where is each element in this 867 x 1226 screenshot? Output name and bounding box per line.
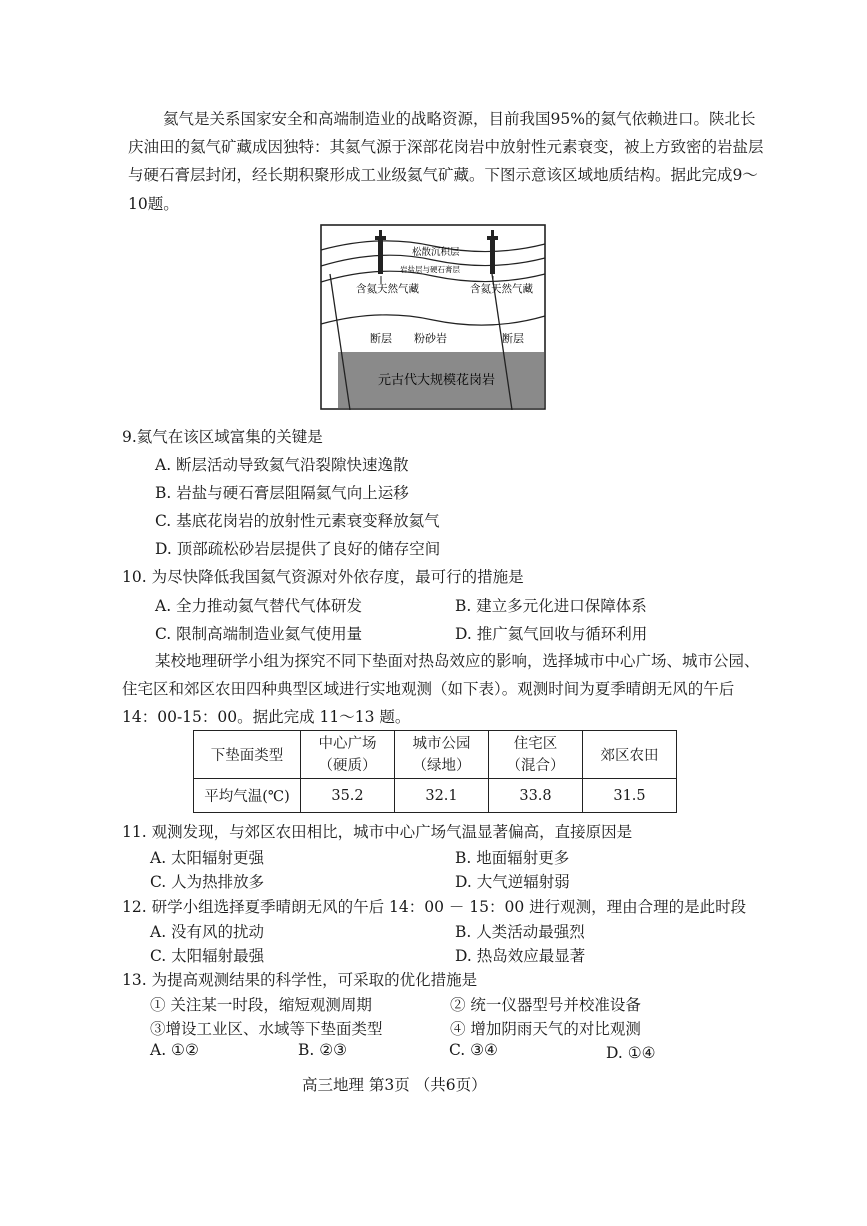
intro2-line3: 14：00-15：00。据此完成 11～13 题。 <box>122 708 411 726</box>
intro2-line1: 某校地理研学小组为探究不同下垫面对热岛效应的影响，选择城市中心广场、城市公园、 <box>155 652 760 670</box>
q9-option-d[interactable]: D. 顶部疏松砂岩层提供了良好的储存空间 <box>155 540 441 558</box>
q11-option-d[interactable]: D. 大气逆辐射弱 <box>455 873 570 891</box>
q13-stem: 13. 为提高观测结果的科学性，可采取的优化措施是 <box>122 971 478 989</box>
q13-statement-1: ① 关注某一时段，缩短观测周期 <box>150 996 372 1014</box>
q12-option-d[interactable]: D. 热岛效应最显著 <box>455 947 586 965</box>
table-cell-v4: 31.5 <box>583 779 677 813</box>
table-row <box>194 779 677 813</box>
q12-option-c[interactable]: C. 太阳辐射最强 <box>150 947 265 965</box>
table-cell-v2: 32.1 <box>395 779 489 813</box>
q11-option-c[interactable]: C. 人为热排放多 <box>150 873 265 891</box>
observation-table <box>193 730 677 813</box>
intro2-line2: 住宅区和郊区农田四种典型区域进行实地观测（如下表）。观测时间为夏季晴朗无风的午后 <box>122 680 735 698</box>
col2-line1: 城市公园 <box>412 735 471 752</box>
q10-stem: 10. 为尽快降低我国氦气资源对外依存度，最可行的措施是 <box>122 568 524 586</box>
q10-option-d[interactable]: D. 推广氦气回收与循环利用 <box>455 625 648 643</box>
table-header-col1 <box>301 731 395 779</box>
q10-option-c[interactable]: C. 限制高端制造业氦气使用量 <box>155 625 363 643</box>
intro1-line1: 氦气是关系国家安全和高端制造业的战略资源，目前我国95%的氦气依赖进口。陕北长 <box>163 110 756 128</box>
q11-option-b[interactable]: B. 地面辐射更多 <box>455 849 570 867</box>
q13-option-b[interactable]: B. ②③ <box>298 1041 348 1059</box>
q9-option-b[interactable]: B. 岩盐与硬石膏层阻隔氦气向上运移 <box>155 484 409 502</box>
label-salt-layer: 岩盐层与硬石膏层 <box>400 265 460 274</box>
q10-option-b[interactable]: B. 建立多元化进口保障体系 <box>455 597 647 615</box>
q13-statement-3: ③增设工业区、水域等下垫面类型 <box>150 1020 383 1038</box>
label-siltstone: 粉砂岩 <box>414 332 447 345</box>
q11-stem: 11. 观测发现，与郊区农田相比，城市中心广场气温显著偏高，直接原因是 <box>122 823 633 841</box>
col1-line1: 中心广场 <box>318 735 377 752</box>
q13-option-a[interactable]: A. ①② <box>150 1041 199 1059</box>
table-header-col3 <box>489 731 583 779</box>
page-footer: 高三地理 第3页 （共6页） <box>302 1076 487 1094</box>
col3-line1: 住宅区 <box>513 735 558 752</box>
q13-option-d[interactable]: D. ①④ <box>606 1044 656 1062</box>
label-granite: 元古代大规模花岗岩 <box>378 373 496 388</box>
q9-stem: 9.氦气在该区域富集的关键是 <box>122 428 323 446</box>
q13-option-c[interactable]: C. ③④ <box>449 1041 498 1059</box>
geology-diagram <box>320 224 546 410</box>
intro1-line4: 10题。 <box>128 195 179 213</box>
q12-option-b[interactable]: B. 人类活动最强烈 <box>455 923 585 941</box>
intro1-line3: 与硬石膏层封闭，经长期积聚形成工业级氦气矿藏。下图示意该区域地质结构。据此完成9～ <box>128 166 758 184</box>
table-row-label: 平均气温(℃) <box>194 779 301 813</box>
q9-option-c[interactable]: C. 基底花岗岩的放射性元素衰变释放氦气 <box>155 512 440 530</box>
table-header-col4: 郊区农田 <box>583 731 677 779</box>
label-gas-reservoir-left: 含氦天然气藏 <box>356 283 419 295</box>
col2-line2: （绿地） <box>412 757 471 774</box>
col1-line2: （硬质） <box>318 757 377 774</box>
q13-statement-2: ② 统一仪器型号并校准设备 <box>450 996 641 1014</box>
q9-option-a[interactable]: A. 断层活动导致氦气沿裂隙快速逸散 <box>155 456 409 474</box>
label-fault-left: 断层 <box>370 332 392 345</box>
table-header-col2 <box>395 731 489 779</box>
col3-line2: （混合） <box>506 757 565 774</box>
table-cell-v1: 35.2 <box>301 779 395 813</box>
label-gas-reservoir-right: 含氦天然气藏 <box>470 283 533 295</box>
q12-stem: 12. 研学小组选择夏季晴朗无风的午后 14：00 － 15：00 进行观测，理由合理的是此时段 <box>122 898 747 916</box>
q10-option-a[interactable]: A. 全力推动氦气替代气体研发 <box>155 597 363 615</box>
label-fault-right: 断层 <box>502 332 524 345</box>
table-header-row <box>194 731 677 779</box>
intro1-line2: 庆油田的氦气矿藏成因独特：其氦气源于深部花岗岩中放射性元素衰变，被上方致密的岩盐层 <box>128 138 764 156</box>
label-loose-sediment: 松散沉积层 <box>412 247 460 258</box>
q12-option-a[interactable]: A. 没有风的扰动 <box>150 923 265 941</box>
table-cell-v3: 33.8 <box>489 779 583 813</box>
table-header-label: 下垫面类型 <box>194 731 301 779</box>
q13-statement-4: ④ 增加阴雨天气的对比观测 <box>450 1020 641 1038</box>
q11-option-a[interactable]: A. 太阳辐射更强 <box>150 849 265 867</box>
